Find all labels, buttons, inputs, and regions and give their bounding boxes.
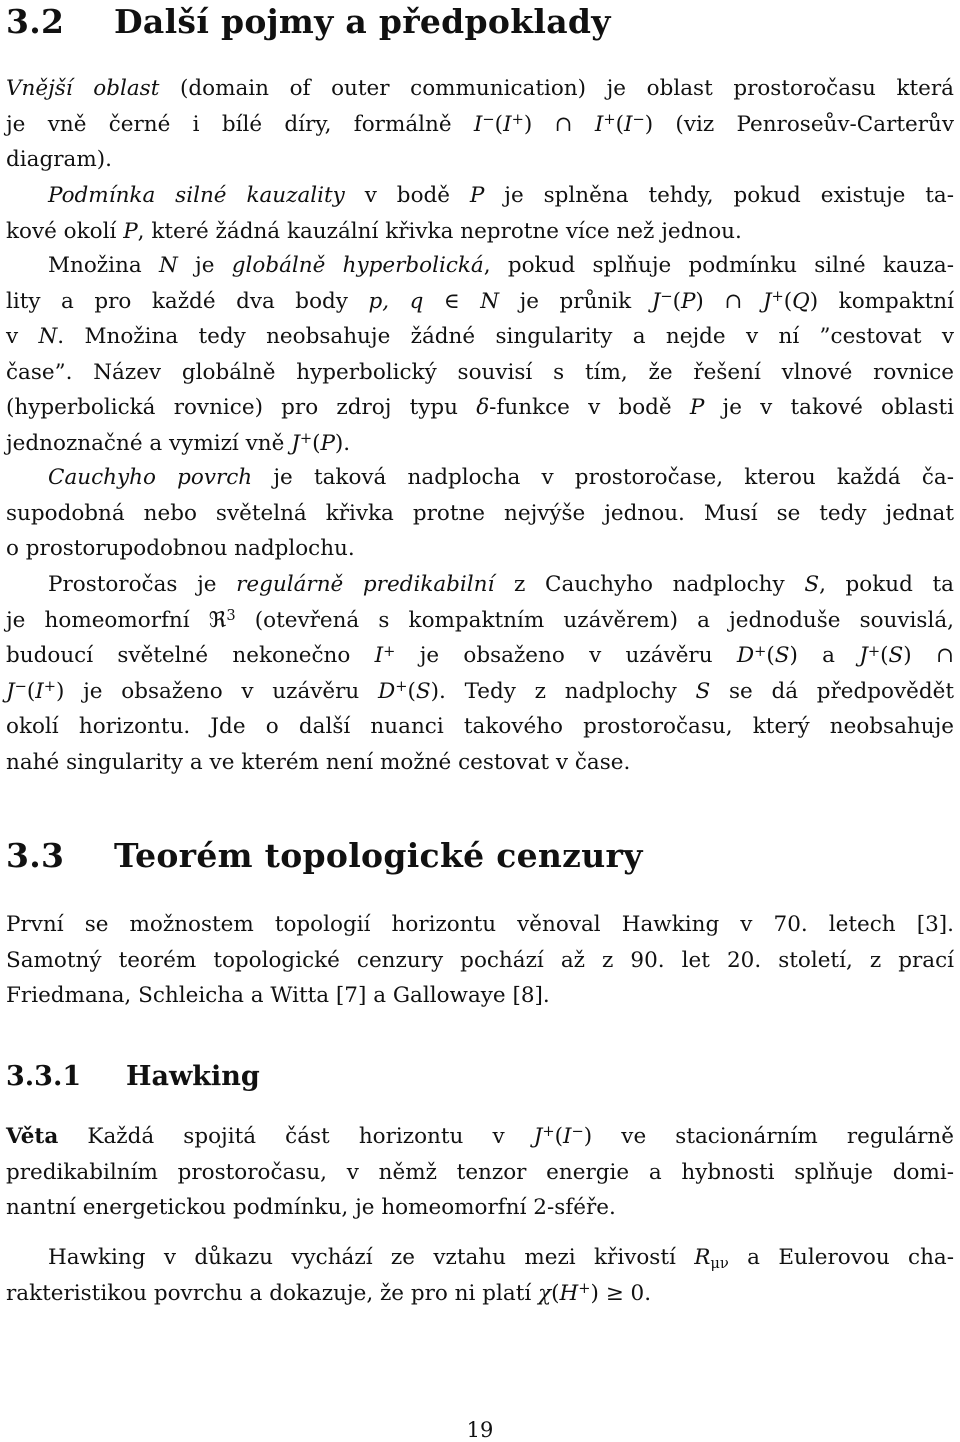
text-span: Hawking v důkazu vychází ze vztahu mezi křivostí: [48, 1245, 695, 1270]
text-span: , pokud ta: [819, 572, 954, 597]
math-superscript: +: [754, 642, 767, 660]
term-emphasis: Vnější oblast: [6, 76, 160, 101]
term-emphasis: Podmínka silné kauzality: [48, 183, 345, 208]
paragraph-cauchy-surface: [6, 460, 954, 567]
subsection-title: Hawking: [126, 1061, 260, 1092]
paragraph-hawking-proof: [6, 1240, 954, 1311]
text-span: je vně černé i bílé díry, formálně: [6, 111, 474, 137]
text-line: diagram).: [6, 147, 112, 173]
term-emphasis: Cauchyho povrch: [48, 465, 253, 490]
text-line: Samotný teorém topologické cenzury pochází až z 90. let 20. století, z prací: [6, 947, 954, 973]
text-span: budoucí světelné nekonečno: [6, 643, 375, 669]
text-span: rakteristikou povrchu a dokazuje, že pro ni platí: [6, 1280, 539, 1306]
math-superscript: −: [660, 288, 673, 306]
text-span: ) a: [789, 643, 860, 669]
text-span: (: [494, 111, 504, 137]
text-line: o prostorupodobnou nadplochu.: [6, 536, 355, 562]
math-symbol: I: [35, 678, 44, 704]
math-symbol: J: [651, 288, 661, 314]
section-title: Teorém topologické cenzury: [114, 836, 643, 875]
text-line: predikabilním prostoročasu, v němž tenzor energie a hybnosti splňuje domi-: [6, 1159, 954, 1185]
text-line: [6, 674, 954, 710]
text-span: (otevřená s kompaktním uzávěrem) a jednoduše souvislá,: [235, 607, 954, 633]
paragraph-topological-censorship: [6, 907, 954, 1014]
math-symbol: I: [473, 111, 483, 137]
math-symbol: P: [689, 395, 705, 421]
text-span: , pokud splňuje podmínku silné kauza-: [483, 253, 954, 278]
math-symbol: P: [320, 430, 335, 456]
text-span: ).: [334, 430, 351, 456]
text-span: (hyperbolická rovnice) pro zdroj typu: [6, 395, 477, 421]
text-span: je: [177, 253, 232, 278]
text-span: (: [766, 643, 775, 669]
text-span: ) ∩: [903, 643, 954, 669]
math-subscript: μν: [710, 1255, 729, 1273]
text-span: (domain of outer communication) je oblast prostoročasu která: [159, 76, 954, 101]
theorem-block: [6, 1119, 954, 1226]
text-span: je obsaženo v uzávěru: [395, 643, 737, 669]
math-symbol: P: [123, 218, 138, 244]
text-line: [6, 460, 954, 496]
text-span: . Množina tedy neobsahuje žádné singularity a nejde v ní ”cestovat v: [57, 324, 954, 350]
text-line: [6, 107, 954, 143]
math-symbol: p, q: [368, 288, 424, 314]
text-span: (: [554, 1124, 564, 1149]
math-superscript: +: [43, 678, 57, 696]
text-span: (: [407, 678, 416, 704]
math-symbol: P: [469, 183, 485, 208]
text-span: kové okolí: [6, 218, 124, 244]
math-superscript: −: [14, 678, 27, 696]
math-symbol: P: [680, 288, 696, 314]
math-symbol: N: [38, 324, 58, 350]
section-number: 3.3: [6, 836, 65, 875]
text-span: (: [615, 111, 624, 137]
text-span: ) ≥ 0.: [590, 1280, 652, 1306]
text-span: ) ∩: [695, 288, 763, 314]
text-span: jednoznačné a vymizí vně: [6, 430, 292, 456]
text-span: je homeomorfní: [6, 607, 209, 633]
text-span: je taková nadplocha v prostoročase, kterou každá ča-: [252, 465, 955, 490]
text-line: nantní energetickou podmínku, je homeomorfní 2-sféře.: [6, 1195, 616, 1221]
text-span: (: [672, 288, 681, 314]
text-span: Množina: [48, 253, 159, 278]
text-span: (: [312, 430, 321, 456]
text-span: ) ∩: [523, 111, 595, 137]
theorem-label: Věta: [6, 1124, 59, 1149]
text-line: [6, 567, 954, 603]
text-line: [6, 319, 954, 355]
text-span: ) ve stacionárním regulárně: [583, 1124, 954, 1149]
text-line: [6, 248, 954, 284]
text-span: je průnik: [499, 288, 652, 314]
text-span: se dá předpovědět: [710, 678, 954, 704]
text-span: v: [6, 324, 39, 350]
text-span: z Cauchyho nadplochy: [494, 572, 805, 597]
text-span: (: [783, 288, 793, 314]
text-line: okolí horizontu. Jde o další nuanci takového prostoročasu, který neobsahuje: [6, 714, 954, 740]
math-symbol: I: [374, 643, 384, 669]
math-symbol: S: [774, 643, 790, 669]
math-superscript: +: [603, 111, 616, 129]
math-superscript: 3: [226, 607, 236, 625]
math-superscript: +: [395, 678, 408, 696]
math-symbol: I: [503, 111, 512, 137]
math-symbol: S: [804, 572, 820, 597]
text-span: Každá spojitá část horizontu v: [58, 1124, 534, 1149]
math-symbol: D: [378, 678, 396, 704]
math-symbol: J: [291, 430, 300, 456]
text-span: a Eulerovou cha-: [728, 1245, 955, 1270]
section-heading-3-3: [6, 836, 643, 875]
text-line: [6, 178, 954, 214]
term-emphasis: globálně hyperbolická: [231, 253, 484, 278]
math-superscript: −: [482, 111, 495, 129]
text-span: (: [880, 643, 889, 669]
text-line: [6, 638, 954, 674]
text-line: [6, 1276, 954, 1312]
text-span: (: [551, 1280, 560, 1306]
text-line: [6, 390, 954, 426]
math-symbol: N: [158, 253, 178, 278]
subsection-heading-3-3-1: [6, 1061, 260, 1092]
text-line: [6, 1240, 954, 1276]
text-span: -funkce v bodě: [489, 395, 690, 421]
text-line: První se možnostem topologií horizontu věnoval Hawking v 70. letech [3].: [6, 912, 954, 937]
text-span: v bodě: [344, 183, 470, 208]
paragraph-outer-region: [6, 71, 954, 178]
math-symbol: I: [594, 111, 604, 137]
text-line: supodobná nebo světelná křivka protne nejvýše jednou. Musí se tedy jednat: [6, 500, 954, 526]
text-line: [6, 214, 954, 250]
math-symbol: I: [563, 1124, 572, 1149]
text-line: čase”. Název globálně hyperbolický souvisí s tím, že řešení vlnové rovnice: [6, 359, 954, 385]
math-symbol: H: [559, 1280, 579, 1306]
text-line: [6, 426, 954, 462]
text-span: je v takové oblasti: [704, 395, 954, 421]
math-superscript: +: [867, 642, 881, 660]
text-span: (: [26, 678, 36, 704]
text-span: ) je obsaženo v uzávěru: [56, 678, 379, 704]
math-symbol: S: [695, 678, 711, 704]
text-span: ). Tedy z nadplochy: [430, 678, 696, 704]
section-heading-3-2: [6, 2, 611, 41]
math-superscript: +: [578, 1280, 591, 1298]
math-superscript: +: [299, 430, 313, 448]
math-symbol: S: [888, 643, 904, 669]
math-superscript: −: [632, 111, 645, 129]
text-span: , které žádná kauzální křivka neprotne více než jednou.: [137, 218, 742, 244]
math-symbol: J: [762, 288, 772, 314]
paragraph-predictability: [6, 567, 954, 781]
math-superscript: +: [542, 1123, 555, 1141]
math-symbol: N: [480, 288, 500, 314]
math-symbol: Q: [792, 288, 810, 314]
math-symbol: D: [736, 643, 755, 669]
text-line: [6, 284, 954, 320]
text-span: ) kompaktní: [809, 288, 955, 314]
text-span: lity a pro každé dva body: [6, 288, 369, 314]
math-superscript: −: [571, 1123, 584, 1141]
text-line: [6, 1119, 954, 1155]
text-line: [6, 71, 954, 107]
subsection-number: 3.3.1: [6, 1061, 82, 1092]
math-superscript: +: [383, 642, 396, 660]
text-line: nahé singularity a ve kterém není možné cestovat v čase.: [6, 749, 631, 775]
math-symbol: J: [533, 1124, 543, 1149]
paragraph-global-hyperbolicity: [6, 248, 954, 462]
math-superscript: +: [511, 111, 524, 129]
math-symbol: J: [6, 678, 15, 704]
text-line: Friedmana, Schleicha a Witta [7] a Gallowaye [8].: [6, 983, 550, 1009]
paragraph-causality: [6, 178, 954, 249]
text-span: ) (viz Penroseův-Carterův: [644, 111, 954, 137]
text-line: [6, 603, 954, 639]
page-number: 19: [466, 1418, 494, 1442]
math-symbol: δ: [476, 395, 490, 421]
math-symbol: ℜ: [208, 607, 227, 633]
text-span: je splněna tehdy, pokud existuje ta-: [484, 183, 954, 208]
text-span: Prostoročas je: [48, 572, 237, 597]
math-symbol: R: [694, 1245, 711, 1270]
math-superscript: +: [771, 288, 784, 306]
math-symbol: J: [859, 643, 868, 669]
math-symbol: I: [623, 111, 633, 137]
term-emphasis: regulárně predikabilní: [236, 572, 495, 597]
math-symbol: χ: [538, 1280, 552, 1306]
section-title: Další pojmy a předpoklady: [114, 2, 611, 41]
text-span: ∈: [423, 288, 481, 314]
section-number: 3.2: [6, 2, 65, 41]
math-symbol: S: [415, 678, 431, 704]
